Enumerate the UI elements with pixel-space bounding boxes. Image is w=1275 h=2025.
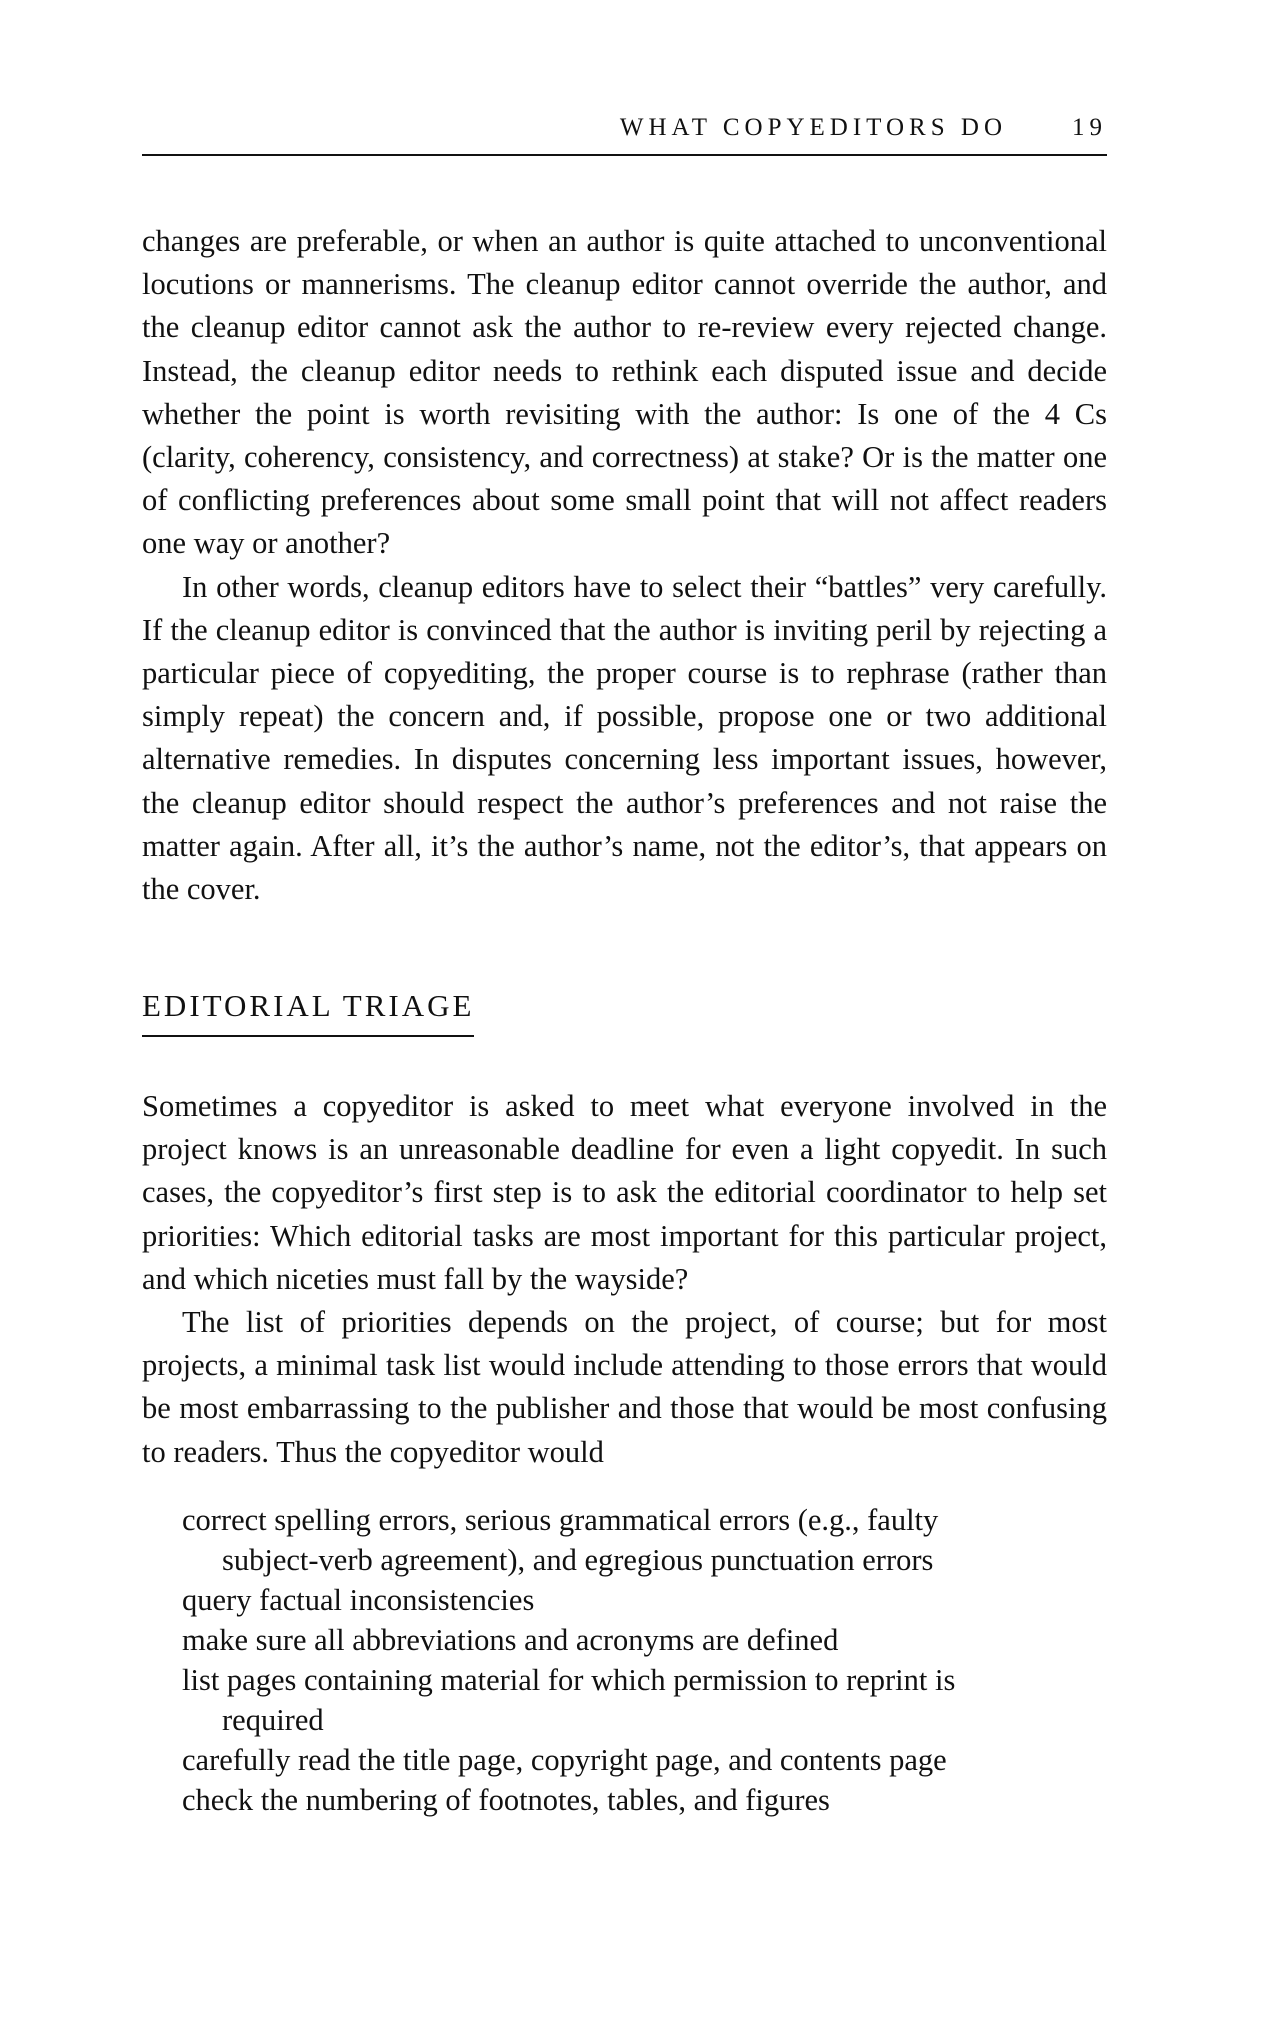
page-number: 19: [1072, 114, 1107, 141]
running-head: [142, 110, 1107, 156]
paragraph-continued: changes are preferable, or when an author is quite attached to unconventional locutions or mannerisms. The cleanup editor cannot override the author, and the cleanup editor cannot ask the author to re-review every rejected change. Instead, the cleanup editor needs to rethink each disputed issue and decide whether the point is worth revisiting with the author: Is one of the 4 Cs (clarity, coherency, consistency, and correctness) at stake? Or is the matter one of conflicting preferences about some small point that will not affect readers one way or another?: [142, 224, 1107, 561]
book-page: [142, 0, 1107, 2025]
list-item: list pages containing material for which permission to reprint is required: [182, 1663, 956, 1737]
paragraph-triage-intro: Sometimes a copyeditor is asked to meet what everyone involved in the project knows is an unreasonable deadline for even a light copyedit. In such cases, the copyeditor’s first step is to ask the editorial coordinator to help set priorities: Which editorial tasks are most important for this particular project, and which niceties must fall by the wayside?: [142, 1089, 1107, 1296]
section-heading: EDITORIAL TRIAGE: [142, 987, 474, 1037]
section-body: [142, 1085, 1107, 1474]
list-item: correct spelling errors, serious grammatical errors (e.g., faulty subject-verb agreement), and egregious punctuation errors: [182, 1503, 939, 1577]
list-item: query factual inconsistencies: [182, 1583, 535, 1617]
running-head-title: WHAT COPYEDITORS DO: [619, 114, 1007, 141]
paragraph-priorities: The list of priorities depends on the project, of course; but for most projects, a minimal task list would include attending to those errors that would be most embarrassing to the publisher and those that would be most confusing to readers. Thus the copyeditor would: [142, 1305, 1107, 1469]
list-item: check the numbering of footnotes, tables, and figures: [182, 1783, 830, 1817]
task-list: [182, 1500, 1002, 1820]
list-item: make sure all abbreviations and acronyms are defined: [182, 1623, 839, 1657]
paragraph-battles: In other words, cleanup editors have to select their “battles” very carefully. If the cleanup editor is convinced that the author is inviting peril by rejecting a particular piece of copyediting, the proper course is to rephrase (rather than simply repeat) the concern and, if possible, propose one or two additional alternative remedies. In disputes concerning less important issues, however, the cleanup editor should respect the author’s preferences and not raise the matter again. After all, it’s the author’s name, not the editor’s, that appears on the cover.: [142, 569, 1107, 907]
body-text: [142, 220, 1107, 911]
list-item: carefully read the title page, copyright page, and contents page: [182, 1743, 947, 1777]
